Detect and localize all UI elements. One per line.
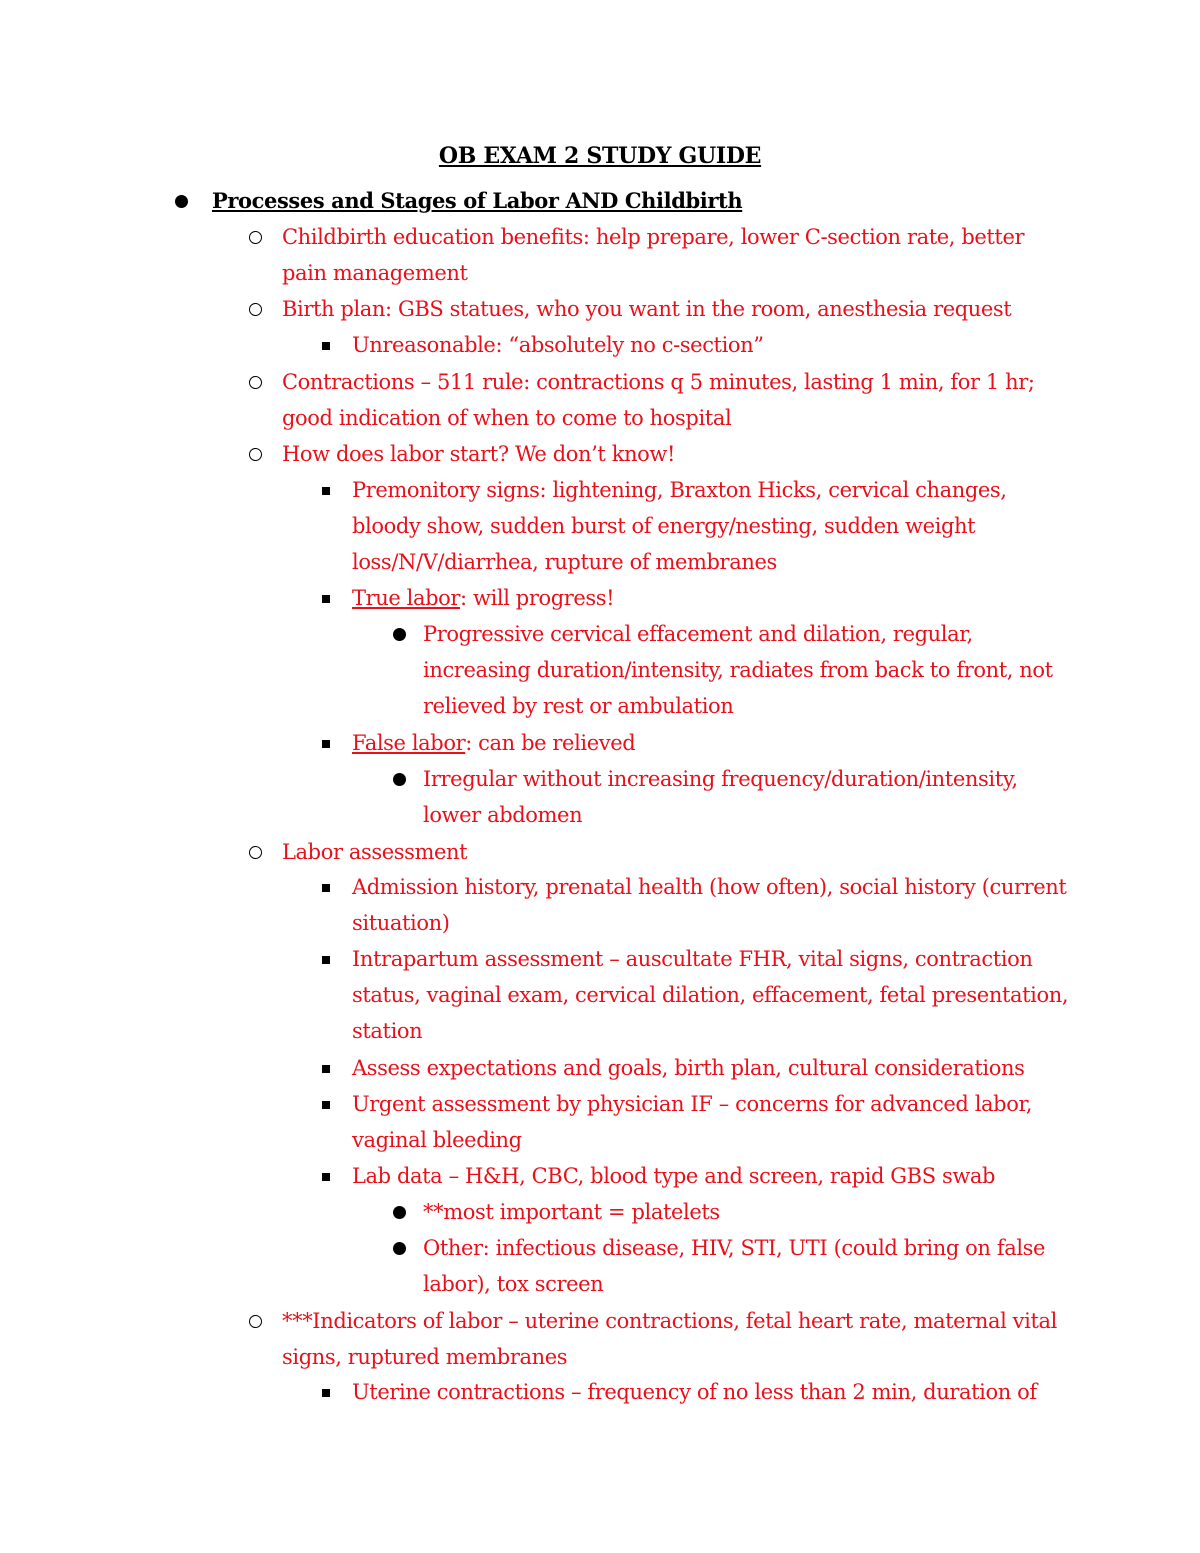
list-item-uterine: Uterine contractions – frequency of no less than 2 min, duration of xyxy=(352,1380,1037,1404)
filled-circle-bullet-icon xyxy=(393,1242,406,1255)
square-bullet-icon xyxy=(322,884,330,892)
true-labor-text: : will progress! xyxy=(460,586,615,610)
hollow-circle-bullet-icon xyxy=(249,846,262,859)
list-item-true-labor-detail: Progressive cervical effacement and dilation, regular, increasing duration/intensity, radiates from back to front, not relieved by rest or ambulation xyxy=(423,622,1053,718)
filled-circle-bullet-icon xyxy=(393,628,406,641)
true-labor-label: True labor xyxy=(352,586,461,610)
list-item-urgent: Urgent assessment by physician IF – concerns for advanced labor, vaginal bleeding xyxy=(352,1092,1033,1152)
hollow-circle-bullet-icon xyxy=(249,448,262,461)
list-item-expectations: Assess expectations and goals, birth plan, cultural considerations xyxy=(352,1056,1025,1080)
hollow-circle-bullet-icon xyxy=(249,376,262,389)
filled-circle-bullet-icon xyxy=(393,773,406,786)
square-bullet-icon xyxy=(322,487,330,495)
list-item-lab-data: Lab data – H&H, CBC, blood type and screen, rapid GBS swab xyxy=(352,1164,996,1188)
list-item-false-labor xyxy=(352,725,1072,761)
list-item-unreasonable: Unreasonable: “absolutely no c-section” xyxy=(352,333,764,357)
hollow-circle-bullet-icon xyxy=(249,303,262,316)
list-item-premonitory: Premonitory signs: lightening, Braxton Hicks, cervical changes, bloody show, sudden burst of energy/nesting, sudden weight loss/N/V/diarrhea, rupture of membranes xyxy=(352,478,1007,574)
list-item-other: Other: infectious disease, HIV, STI, UTI (could bring on false labor), tox screen xyxy=(423,1236,1046,1296)
section-heading: Processes and Stages of Labor AND Childbirth xyxy=(212,188,743,213)
list-item-false-labor-detail: Irregular without increasing frequency/duration/intensity, lower abdomen xyxy=(423,767,1018,827)
list-item-indicators: ***Indicators of labor – uterine contractions, fetal heart rate, maternal vital signs, ruptured membranes xyxy=(282,1309,1057,1369)
list-item-birth-plan: Birth plan: GBS statues, who you want in the room, anesthesia request xyxy=(282,297,1012,321)
list-item-contractions: Contractions – 511 rule: contractions q 5 minutes, lasting 1 min, for 1 hr; good indication of when to come to hospital xyxy=(282,370,1035,430)
list-item-education: Childbirth education benefits: help prepare, lower C-section rate, better pain management xyxy=(282,225,1025,285)
false-labor-label: False labor xyxy=(352,731,466,755)
square-bullet-icon xyxy=(322,740,330,748)
square-bullet-icon xyxy=(322,595,330,603)
hollow-circle-bullet-icon xyxy=(249,231,262,244)
list-item-admission: Admission history, prenatal health (how often), social history (current situation) xyxy=(352,875,1067,935)
square-bullet-icon xyxy=(322,956,330,964)
square-bullet-icon xyxy=(322,1389,330,1397)
list-item-labor-assessment: Labor assessment xyxy=(282,840,468,864)
list-item-platelets: **most important = platelets xyxy=(423,1200,720,1224)
filled-circle-bullet-icon xyxy=(175,195,188,208)
square-bullet-icon xyxy=(322,1065,330,1073)
filled-circle-bullet-icon xyxy=(393,1206,406,1219)
list-item-true-labor xyxy=(352,580,1072,616)
square-bullet-icon xyxy=(322,342,330,350)
list-item-labor-start: How does labor start? We don’t know! xyxy=(282,442,676,466)
hollow-circle-bullet-icon xyxy=(249,1315,262,1328)
list-item-intrapartum: Intrapartum assessment – auscultate FHR, vital signs, contraction status, vaginal exam, cervical dilation, effacement, fetal presentation, station xyxy=(352,947,1069,1043)
false-labor-text: : can be relieved xyxy=(465,731,636,755)
document-title: OB EXAM 2 STUDY GUIDE xyxy=(438,143,762,169)
square-bullet-icon xyxy=(322,1173,330,1181)
square-bullet-icon xyxy=(322,1101,330,1109)
